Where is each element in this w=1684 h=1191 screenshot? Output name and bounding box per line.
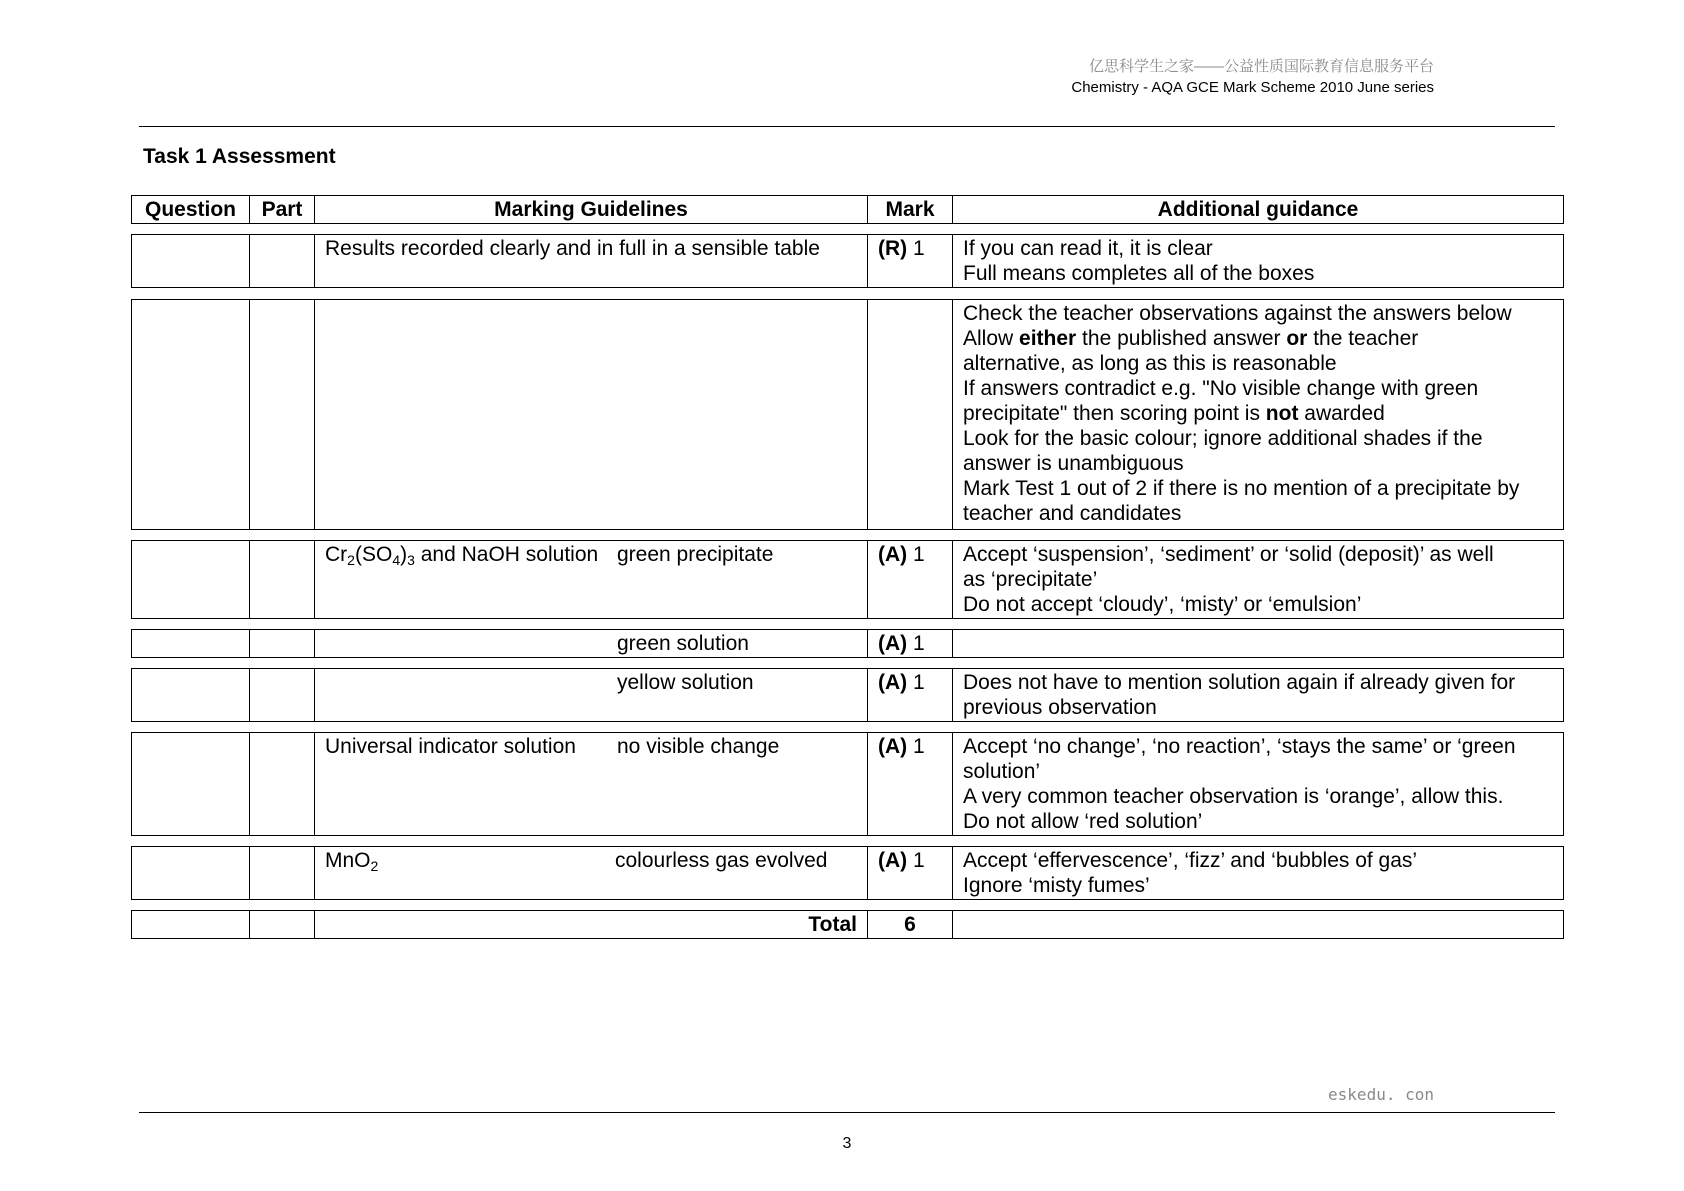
formula-fragment: Cr [325, 543, 348, 566]
guideline-cell [315, 630, 868, 657]
page-number: 3 [842, 1135, 852, 1152]
formula-fragment: (SO [354, 543, 393, 566]
mark-cell [868, 541, 953, 618]
mark-value: 1 [913, 632, 925, 655]
guidance-cell [953, 630, 1563, 657]
guidance-line: Accept ‘no change’, ‘no reaction’, ‘stays the same’ or ‘green [963, 735, 1516, 758]
mark-code: (A) [878, 671, 908, 694]
reagent-text: Universal indicator solution [325, 735, 576, 758]
mark-value: 1 [913, 735, 925, 758]
guidance-fragment: awarded [1298, 402, 1385, 425]
table-row [131, 846, 1564, 900]
guidance-line: solution’ [963, 760, 1041, 783]
question-cell [132, 911, 250, 938]
header-divider [139, 126, 1555, 127]
guideline-cell [315, 669, 868, 721]
guideline-cell [315, 733, 868, 835]
question-cell [132, 669, 250, 721]
formula-fragment: and NaOH solution [414, 543, 599, 566]
guidance-line: answer is unambiguous [963, 452, 1184, 475]
guidance-line: as ‘precipitate’ [963, 568, 1098, 591]
guidance-line: If answers contradict e.g. "No visible change with green [963, 377, 1479, 400]
watermark-text: eskedu. con [1328, 1085, 1434, 1104]
formula-subscript: 2 [370, 858, 379, 874]
formula-fragment: ) [400, 543, 408, 566]
guidance-cell [953, 733, 1563, 835]
guidance-emphasis: either [1019, 327, 1077, 350]
mark-code: (A) [878, 632, 908, 655]
part-cell [250, 911, 315, 938]
guideline-cell [315, 300, 868, 529]
guidance-line: Mark Test 1 out of 2 if there is no mention of a precipitate by [963, 477, 1520, 500]
guidance-line: Check the teacher observations against the answers below [963, 302, 1512, 325]
mark-code: (A) [878, 849, 908, 872]
formula-subscript: 3 [407, 552, 415, 568]
total-row [131, 910, 1564, 939]
question-cell [132, 847, 250, 899]
question-cell [132, 235, 250, 287]
observation-text: green solution [617, 632, 749, 655]
guidance-line: A very common teacher observation is ‘orange’, allow this. [963, 785, 1504, 808]
guidance-line: previous observation [963, 696, 1157, 719]
mark-value: 1 [913, 671, 925, 694]
guidance-line: teacher and candidates [963, 502, 1182, 525]
guidance-cell [953, 541, 1563, 618]
table-row [131, 668, 1564, 722]
mark-code: (A) [878, 543, 908, 566]
table-row [131, 732, 1564, 836]
guidance-line [963, 326, 1553, 351]
reagent-text [325, 849, 378, 872]
table-row [131, 234, 1564, 288]
question-cell [132, 300, 250, 529]
guidance-line [963, 401, 1553, 426]
observation-text: green precipitate [617, 543, 774, 566]
observation-text: no visible change [617, 735, 780, 758]
part-cell [250, 300, 315, 529]
formula-subscript: 4 [392, 552, 401, 568]
part-cell [250, 669, 315, 721]
total-value: 6 [868, 911, 953, 938]
table-header-row [131, 195, 1564, 224]
table-row [131, 299, 1564, 530]
question-cell [132, 733, 250, 835]
footer-divider [139, 1112, 1555, 1113]
table-row [131, 629, 1564, 658]
guidance-line: Accept ‘effervescence’, ‘fizz’ and ‘bubbles of gas’ [963, 849, 1418, 872]
formula-fragment: MnO [325, 849, 371, 872]
guideline-cell [315, 235, 868, 287]
mark-code: (R) [878, 237, 908, 260]
column-header-mark: Mark [868, 196, 953, 223]
total-label: Total [315, 911, 868, 938]
part-cell [250, 733, 315, 835]
guidance-cell [953, 300, 1563, 529]
guidance-cell [953, 235, 1563, 287]
guidance-line: Full means completes all of the boxes [963, 262, 1315, 285]
part-cell [250, 235, 315, 287]
part-cell [250, 541, 315, 618]
observation-text: yellow solution [617, 671, 754, 694]
mark-code: (A) [878, 735, 908, 758]
mark-value: 1 [913, 849, 925, 872]
guidance-line: Ignore ‘misty fumes’ [963, 874, 1150, 897]
reagent-text [325, 543, 598, 566]
guidance-line: If you can read it, it is clear [963, 237, 1213, 260]
guidance-fragment: the teacher [1307, 327, 1419, 350]
guideline-cell [315, 847, 868, 899]
question-cell [132, 541, 250, 618]
part-cell [250, 630, 315, 657]
guideline-text: Results recorded clearly and in full in a sensible table [325, 237, 820, 260]
guidance-line: Do not allow ‘red solution’ [963, 810, 1203, 833]
header-site-text: 亿思科学生之家——公益性质国际教育信息服务平台 [1088, 58, 1434, 75]
mark-cell [868, 847, 953, 899]
mark-value: 1 [913, 543, 925, 566]
question-cell [132, 630, 250, 657]
mark-value: 1 [913, 237, 925, 260]
mark-cell [868, 300, 953, 529]
mark-cell [868, 630, 953, 657]
header-subtitle: Chemistry - AQA GCE Mark Scheme 2010 June series [1071, 79, 1434, 96]
guideline-cell [315, 541, 868, 618]
column-header-guidelines: Marking Guidelines [315, 196, 868, 223]
guidance-emphasis: or [1286, 327, 1308, 350]
guidance-fragment: Allow [963, 327, 1020, 350]
guidance-cell [953, 847, 1563, 899]
mark-cell [868, 235, 953, 287]
guidance-cell [953, 911, 1563, 938]
guidance-cell [953, 669, 1563, 721]
task-title: Task 1 Assessment [143, 145, 336, 168]
mark-cell [868, 733, 953, 835]
guidance-emphasis: not [1265, 402, 1299, 425]
guidance-fragment: precipitate" then scoring point is [963, 402, 1266, 425]
guidance-line: Does not have to mention solution again if already given for [963, 671, 1516, 694]
guidance-line: Look for the basic colour; ignore additional shades if the [963, 427, 1483, 450]
column-header-part: Part [250, 196, 315, 223]
guidance-line: Do not accept ‘cloudy’, ‘misty’ or ‘emulsion’ [963, 593, 1362, 616]
guidance-line: alternative, as long as this is reasonable [963, 352, 1337, 375]
guidance-line: Accept ‘suspension’, ‘sediment’ or ‘solid (deposit)’ as well [963, 543, 1494, 566]
part-cell [250, 847, 315, 899]
column-header-question: Question [132, 196, 250, 223]
mark-cell [868, 669, 953, 721]
guidance-fragment: the published answer [1076, 327, 1287, 350]
column-header-guidance: Additional guidance [1157, 198, 1359, 221]
formula-subscript: 2 [347, 552, 355, 568]
observation-text: colourless gas evolved [615, 849, 828, 872]
table-row [131, 540, 1564, 619]
